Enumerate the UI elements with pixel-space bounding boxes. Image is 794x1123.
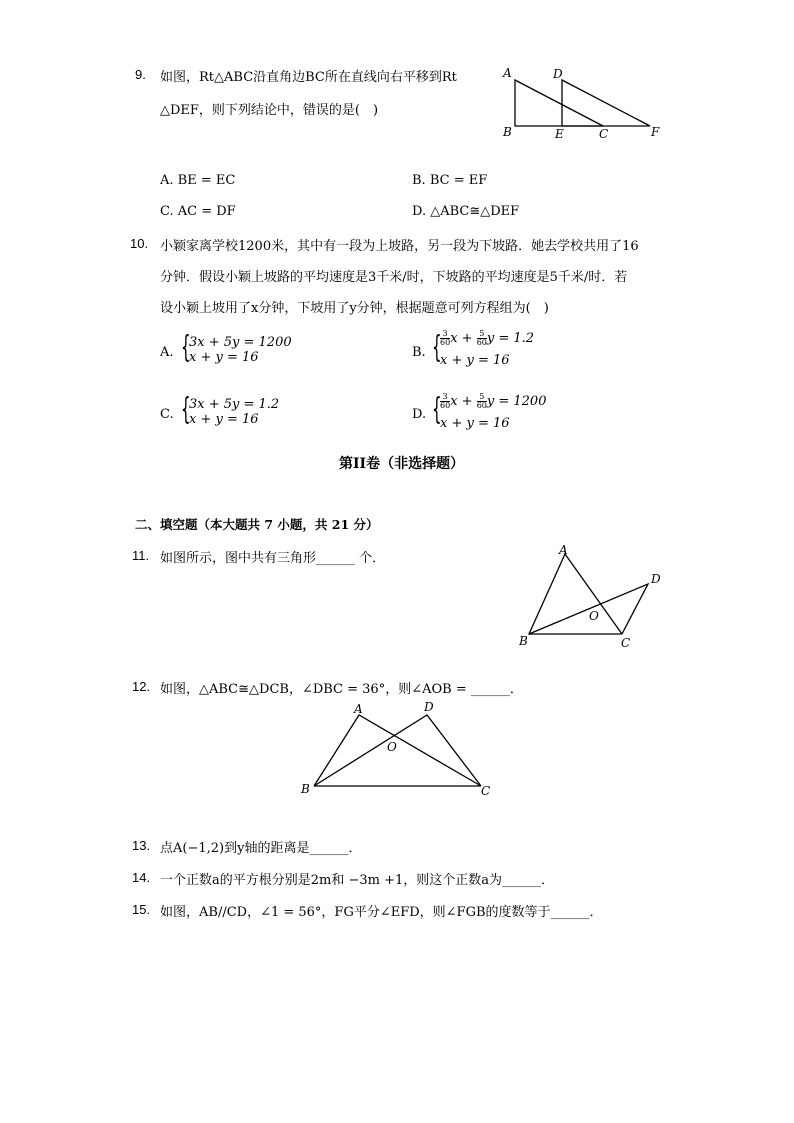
q11-label-a: A <box>559 543 568 557</box>
q10-option-d-frac2: $\frac{5}{60}$ <box>476 392 487 410</box>
q9-label-b: B <box>503 125 512 139</box>
q11-label-o: O <box>589 609 599 623</box>
section2-title: 第II卷（非选择题） <box>339 456 465 472</box>
q10-option-a-brace: { <box>181 330 191 365</box>
q9-option-b: B. BC = EF <box>412 173 488 188</box>
q12-label-o: O <box>387 740 397 754</box>
q10-option-a-eq2: x + y = 16 <box>189 350 259 365</box>
q9-label-e: E <box>555 127 564 141</box>
q11-label-d: D <box>651 572 661 586</box>
q10-option-a-eq1: 3x + 5y = 1200 <box>189 335 292 350</box>
part2-heading: 二、填空题（本大题共 7 小题，共 21 分） <box>135 517 379 532</box>
q10-option-b-brace: { <box>432 330 442 365</box>
q10-option-b-frac1: $\frac{3}{60}$ <box>440 329 451 347</box>
q10-option-b-eq2: x + y = 16 <box>440 353 510 368</box>
q10-text-line1: 小颖家离学校1200米，其中有一段为上坡路，另一段为下坡路．她去学校共用了16 <box>160 239 639 254</box>
q9-option-c: C. AC = DF <box>160 204 236 219</box>
q9-option-a: A. BE = EC <box>160 173 236 188</box>
q12-label-a: A <box>354 702 363 716</box>
q13-text: 点A(−1,2)到y轴的距离是______． <box>160 841 362 856</box>
q10-option-c-label: C. <box>160 407 174 422</box>
q12-text: 如图，△ABC≅△DCB，∠DBC = 36°，则∠AOB = ______． <box>160 682 523 697</box>
q11-label-c: C <box>621 636 631 650</box>
q10-option-c-brace: { <box>181 392 191 427</box>
q12-label-c: C <box>481 784 491 798</box>
q10-option-d-label: D. <box>412 407 427 422</box>
q10-option-c-eq1: 3x + 5y = 1.2 <box>189 397 280 412</box>
q11-label-b: B <box>519 634 528 648</box>
q11-text: 如图所示，图中共有三角形______ 个． <box>160 551 386 566</box>
q9-text-line1: 如图，Rt△ABC沿直角边BC所在直线向右平移到Rt <box>160 70 457 85</box>
q10-number: 10. <box>130 236 149 251</box>
q9-number: 9. <box>135 67 146 82</box>
q10-option-d-eq1: $\frac{3}{60}$ x + $\frac{5}{60}$ y = 1200 <box>440 392 547 410</box>
q11-number: 11. <box>132 548 150 563</box>
q9-figure <box>495 62 670 144</box>
q13-number: 13. <box>132 838 151 853</box>
q10-text-line2: 分钟．假设小颖上坡路的平均速度是3千米/时，下坡路的平均速度是5千米/时．若 <box>160 270 628 285</box>
q10-option-b-label: B. <box>412 345 426 360</box>
q15-text: 如图，AB//CD，∠1 = 56°，FG平分∠EFD，则∠FGB的度数等于______． <box>160 905 603 920</box>
q15-number: 15. <box>132 902 151 917</box>
q9-option-d: D. △ABC≅△DEF <box>412 204 520 219</box>
q10-option-d-brace: { <box>432 392 442 427</box>
q14-text: 一个正数a的平方根分别是2m和 −3m +1，则这个正数a为______． <box>160 873 555 888</box>
q12-number: 12. <box>132 679 151 694</box>
q12-label-b: B <box>301 782 310 796</box>
q10-option-d-frac1: $\frac{3}{60}$ <box>440 392 451 410</box>
q10-option-b-eq1: $\frac{3}{60}$ x + $\frac{5}{60}$ y = 1.2 <box>440 329 535 347</box>
q14-number: 14. <box>132 870 151 885</box>
q10-option-a-label: A. <box>160 345 174 360</box>
q12-figure <box>296 698 496 800</box>
q10-option-c-eq2: x + y = 16 <box>189 412 259 427</box>
q10-text-line3: 设小颖上坡用了x分钟，下坡用了y分钟，根据题意可列方程组为( ) <box>160 301 549 316</box>
q9-label-d: D <box>553 67 563 81</box>
q9-label-a: A <box>503 66 512 80</box>
q10-option-d-eq2: x + y = 16 <box>440 416 510 431</box>
q9-label-f: F <box>651 125 660 139</box>
q10-option-b-frac2: $\frac{5}{60}$ <box>476 329 487 347</box>
q9-text-line2: △DEF，则下列结论中，错误的是( ) <box>160 103 379 118</box>
q9-label-c: C <box>599 127 609 141</box>
q11-figure <box>512 542 672 652</box>
q12-label-d: D <box>424 700 434 714</box>
